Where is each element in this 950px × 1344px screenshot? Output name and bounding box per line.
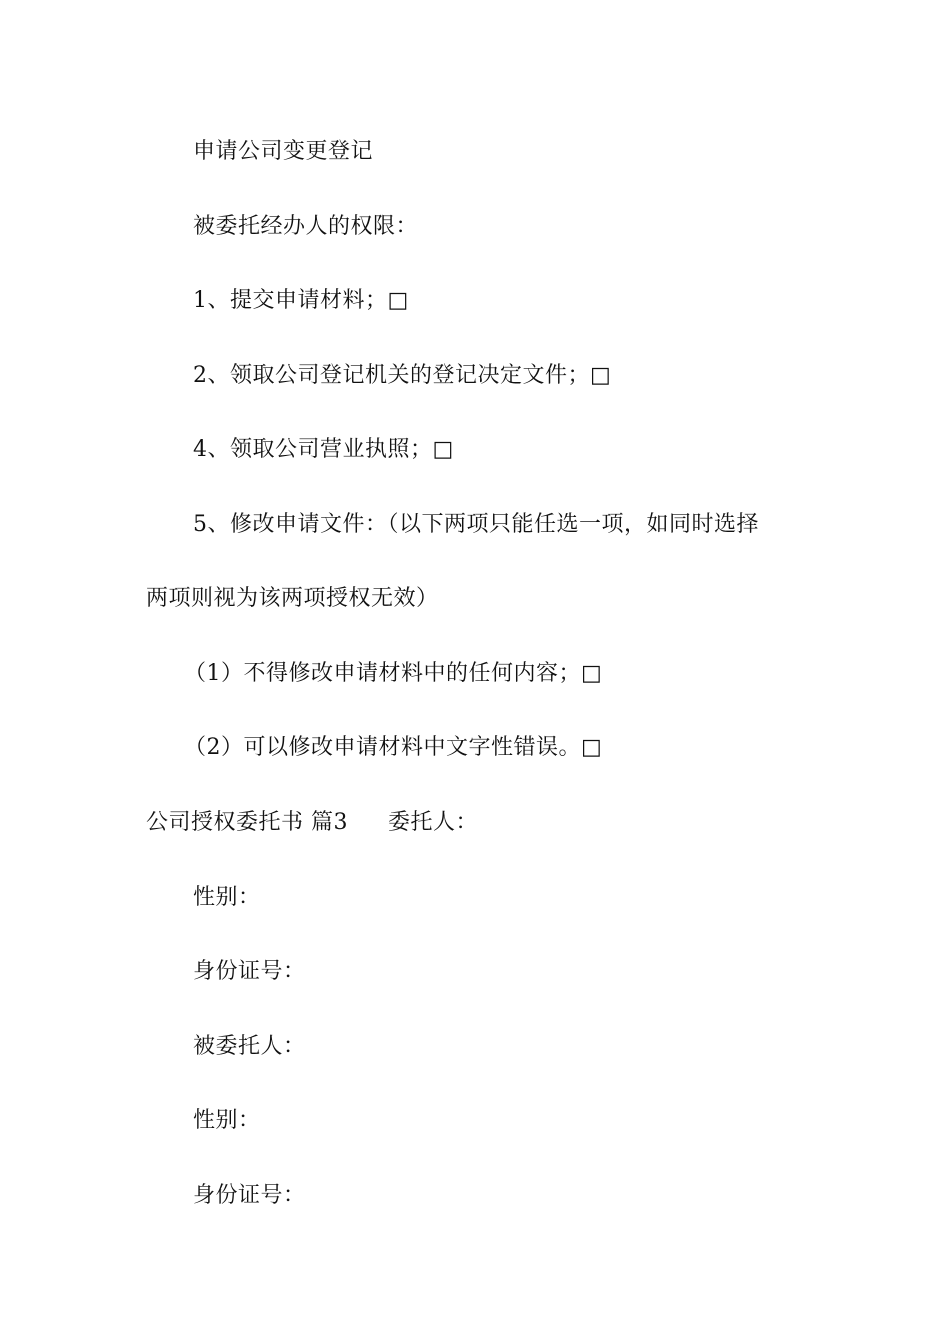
- sub-option-2: （2）可以修改申请材料中文字性错误。□: [184, 735, 603, 760]
- authority-item-2: 2、领取公司登记机关的登记决定文件；□: [193, 363, 612, 388]
- section-heading-row: [146, 808, 478, 838]
- paragraph-agent-authority: 被委托经办人的权限：: [193, 214, 419, 239]
- field-agent-gender: 性别：: [193, 1108, 261, 1133]
- authority-item-1: 1、提交申请材料；□: [193, 288, 409, 313]
- paragraph-change-registration: 申请公司变更登记: [193, 139, 374, 164]
- authority-item-5-continuation: 两项则视为该两项授权无效）: [146, 586, 439, 611]
- field-principal: 委托人：: [388, 810, 479, 835]
- sub-option-1: （1）不得修改申请材料中的任何内容；□: [184, 661, 603, 686]
- authority-item-4: 4、领取公司营业执照；□: [193, 437, 454, 462]
- field-agent-id-number: 身份证号：: [193, 1183, 306, 1208]
- field-agent: 被委托人：: [193, 1034, 306, 1059]
- field-principal-id-number: 身份证号：: [193, 959, 306, 984]
- field-principal-gender: 性别：: [193, 885, 261, 910]
- section-heading: 公司授权委托书 篇3: [146, 810, 348, 835]
- authority-item-5: 5、修改申请文件：（以下两项只能任选一项，如同时选择: [193, 512, 759, 537]
